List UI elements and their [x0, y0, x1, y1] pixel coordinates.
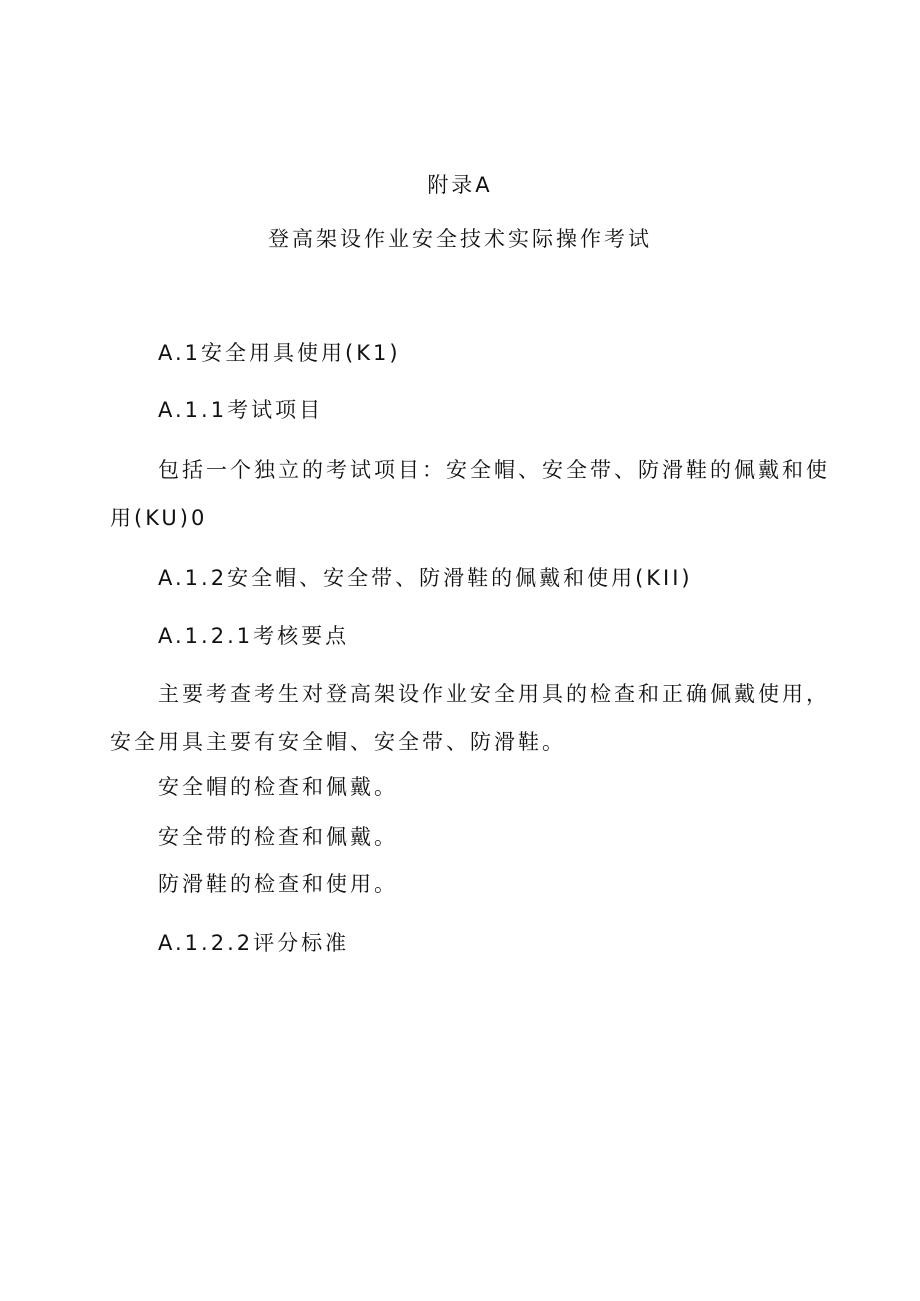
section-heading-a1-1: A.1.1考试项目	[158, 398, 324, 422]
list-item: 安全带的检查和佩戴。	[158, 825, 398, 849]
paragraph-line: 主要考查考生对登高架设作业安全用具的检查和正确佩戴使用，	[158, 682, 830, 706]
appendix-label: 附录A	[427, 173, 493, 197]
list-item: 防滑鞋的检查和使用。	[158, 872, 398, 896]
paragraph-line: 用(KU)0	[110, 506, 208, 530]
section-heading-a1: A.1安全用具使用(K1)	[158, 341, 401, 365]
section-heading-a1-2: A.1.2安全帽、安全带、防滑鞋的佩戴和使用(KII)	[158, 566, 693, 590]
paragraph-line: 包括一个独立的考试项目：安全帽、安全带、防滑鞋的佩戴和使	[158, 458, 830, 482]
paragraph-line: 安全用具主要有安全帽、安全带、防滑鞋。	[110, 730, 566, 754]
section-heading-a1-2-2: A.1.2.2评分标准	[158, 931, 350, 955]
section-heading-a1-2-1: A.1.2.1考核要点	[158, 624, 350, 648]
document-title: 登高架设作业安全技术实际操作考试	[268, 227, 652, 251]
list-item: 安全帽的检查和佩戴。	[158, 775, 398, 799]
